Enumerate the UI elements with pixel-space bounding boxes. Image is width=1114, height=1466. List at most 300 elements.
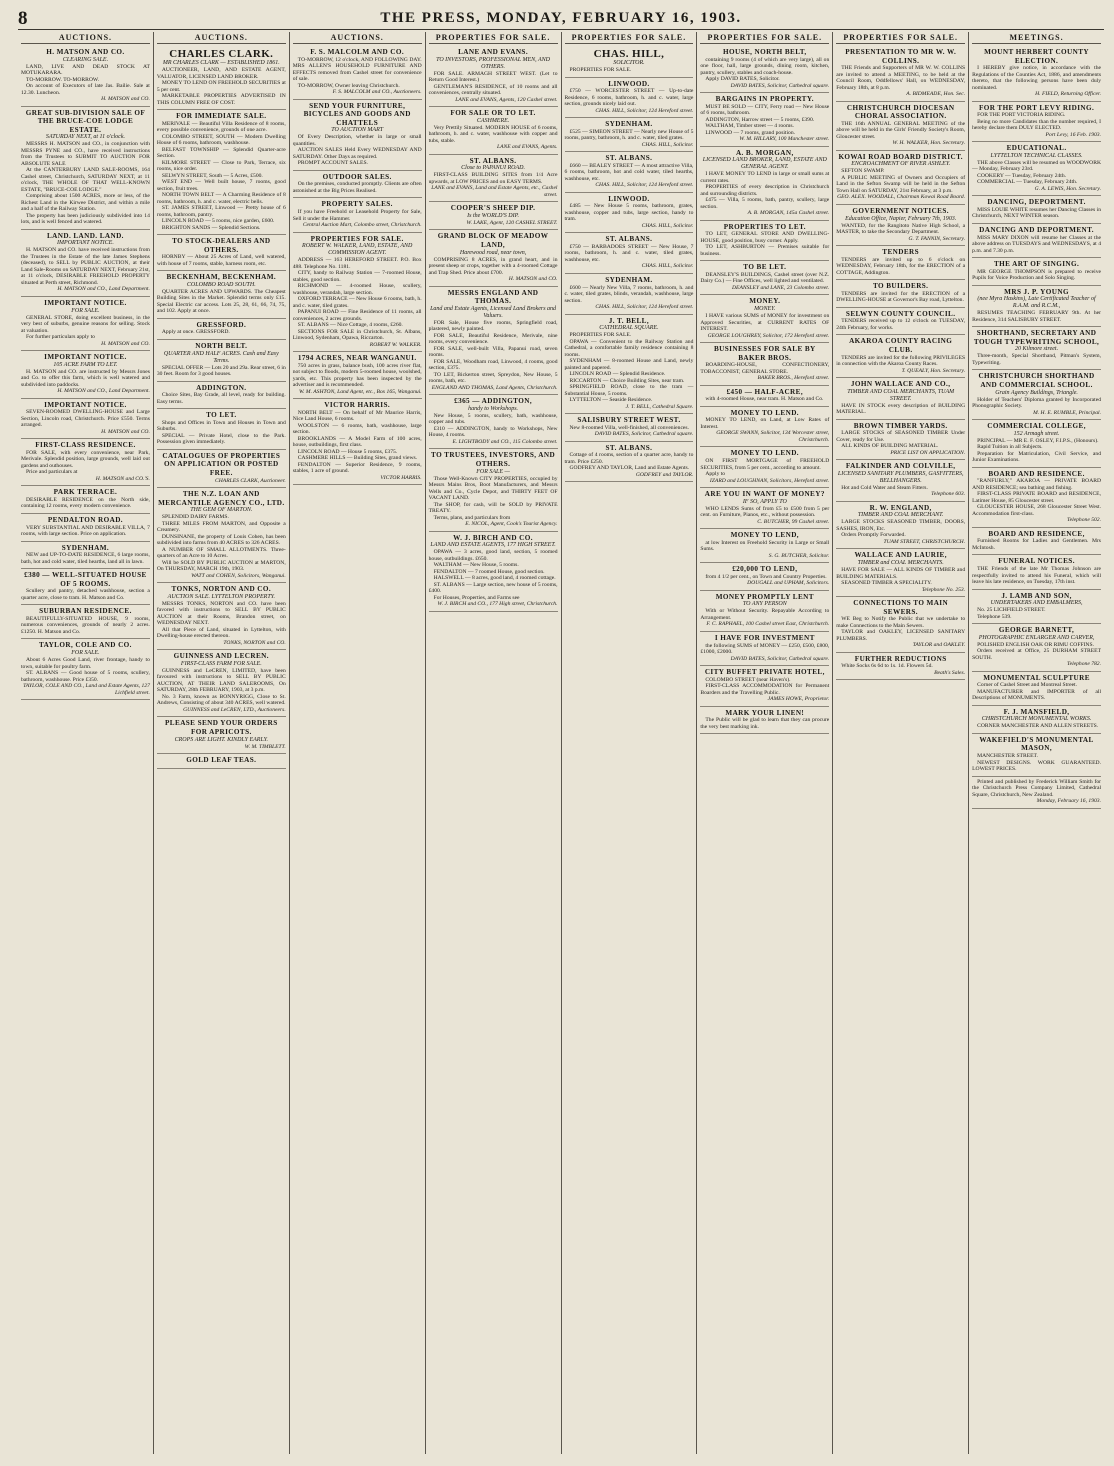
advertisement [429, 46, 558, 107]
ad-signature: H. MATSON and CO. [101, 340, 150, 347]
ad-subheading: LAND AND ESTATE AGENTS, 177 HIGH STREET. [430, 542, 556, 549]
ad-paragraph: COMPRISING 8 ACRES, in grand heart, and in present sheep or crops, together with a 4-roomed Cottage and Trap Shed. Price about £700. [428, 256, 558, 276]
ad-paragraph: OPAWA — Convenient to the Railway Station and Cathedral, a comfortable family residence containing 8 rooms. [564, 338, 694, 358]
ad-signature: G. A. LEWIS, Hon. Secretary. [1034, 185, 1101, 192]
ad-heading: ST. ALBANS. [605, 443, 653, 452]
ad-subheading: Close to PAPANUI ROAD. [461, 165, 525, 172]
masthead [18, 8, 1104, 30]
advertisement [157, 235, 286, 271]
ad-heading: LINWOOD. [608, 79, 650, 88]
ad-paragraph: NORTH TOWN BELT — A Charming Residence of 8 rooms, bathroom, h. and c. water, electric bells. [156, 192, 286, 205]
ad-heading: FOR IMMEDIATE SALE. [176, 112, 267, 120]
advertisement [157, 271, 286, 319]
advertisement [700, 632, 829, 666]
ad-paragraph: HAVE IN STOCK every description of BUILDING MATERIAL. [836, 402, 966, 416]
ad-heading: GOVERNMENT NOTICES. [852, 206, 949, 215]
advertisement [972, 590, 1101, 625]
ad-paragraph: £475 — Villa, 5 rooms, bath, pantry, scullery, large section. [700, 197, 830, 210]
ad-subheading: FOR SALE. [71, 307, 100, 314]
ad-heading: WALLACE AND LAURIE, [854, 551, 947, 560]
ad-heading: CHRISTCHURCH SHORTHAND AND COMMERCIAL SCHOOL. [978, 372, 1095, 390]
ad-paragraph: COLOMBO STREET, SOUTH — Modern Dwelling House of 6 rooms, bathroom, washhouse. [156, 133, 286, 147]
ad-paragraph: FENDALTON — Superior Residence, 9 rooms, stables, 1 acre of ground. [292, 461, 422, 475]
column-heading: AUCTIONS. [157, 32, 286, 44]
advertisement [700, 221, 829, 262]
ad-paragraph: £660 — BEALEY STREET — A most attractive Villa, 6 rooms, bathroom, hot and cold water, tiled hearths, washhouse, etc. [564, 162, 694, 182]
ad-paragraph: GLOUCESTER HOUSE, 268 Gloucester Street West. Accommodation first-class. [972, 504, 1101, 517]
ad-heading: CONNECTIONS TO MAIN SEWERS. [853, 599, 949, 616]
ad-subheading: TIMBER and COAL MERCHANTS. [857, 560, 944, 566]
advertisement [293, 171, 422, 199]
ad-paragraph: with 4-roomed House, near tram. H. Matson and Co. [705, 396, 824, 403]
ad-heading: A. B. MORGAN, [735, 148, 794, 157]
advertisement [972, 528, 1101, 556]
ad-signature: CHAS. HILL, Solicitor, 124 Hereford street. [595, 107, 694, 114]
advertisement [565, 193, 694, 234]
column-container [18, 32, 1104, 1454]
ad-paragraph: ADDRESS — 163 HEREFORD STREET. P.O. Box 488. Telephone No. 1181. [292, 257, 422, 270]
ad-paragraph: Printed and published by Frederick William Smith for the Christchurch Press Company Limited, Cathedral Square, Christchurch, New Zealand. [972, 778, 1101, 798]
ad-paragraph: PROMPT ACCOUNT SALES. [297, 160, 368, 167]
advertisement [836, 102, 965, 151]
ad-paragraph: £485 — New House 5 rooms, bathroom, grates, washhouse, copper and tubs, large section, handy to tram. [564, 203, 694, 223]
ad-paragraph: CITY, handy to Railway Station — 7-roomed House, stables, good section. [292, 270, 422, 283]
ad-paragraph: SPRINGFIELD ROAD, close to the tram — Substantial House, 5 rooms. [564, 384, 694, 397]
ad-paragraph: NEW and UP-TO-DATE RESIDENCE, 6 large rooms, bath, hot and cold water, tiled hearths, land all in lawn. [21, 552, 150, 565]
ad-signature: LANE and EVANS, Land and Estate Agents, etc., Cashel street. [431, 185, 558, 198]
advertisement [836, 597, 965, 653]
advertisement [836, 151, 965, 205]
advertisement [972, 468, 1101, 528]
ad-subheading: TIMBER AND COAL MERCHANTS, TUAM STREET. [847, 388, 955, 402]
advertisement [836, 653, 965, 681]
advertisement [836, 46, 965, 102]
ad-subheading: Harewood road, near town, [459, 249, 527, 256]
advertisement [565, 152, 694, 193]
ad-paragraph: For Houses, Properties, and Farms see [433, 594, 520, 601]
ad-heading: ST. ALBANS. [469, 156, 517, 165]
ad-signature: W. M. ASHTON, Land Agent, etc., Box 165, Wanganui. [298, 388, 422, 395]
advertisement [836, 280, 965, 308]
ad-paragraph: SPLENDID DAIRY FARMS. [161, 514, 229, 521]
advertisement [157, 488, 286, 583]
ad-paragraph: Of Every Description, whether in large or small quantities. [292, 134, 422, 147]
advertisement [700, 295, 829, 343]
ad-paragraph: Will be SOLD BY PUBLIC AUCTION at MARTON, On THURSDAY, MARCH 19th, 1903. [156, 559, 286, 573]
column-5 [562, 32, 698, 1454]
ad-paragraph: THREE MILES FROM MARTON, and Opposite a Creamery. [156, 520, 286, 534]
ad-paragraph: QUARTER ACRES AND UPWARDS. The Cheapest Building Sites in the Market. Splendid terms only £15. Special Electric car access. Lots 25, 28, 61, 66, 74, 75, and 102. Apply at once. [156, 288, 286, 315]
ad-signature: LANE and EVANS, Agents, 120 Cashel street. [455, 96, 558, 103]
ad-paragraph: THE above Classes will be resumed on WOODWORK — Monday, February 23rd. [972, 159, 1101, 173]
ad-signature: Beath's Sales. [934, 669, 966, 676]
ad-paragraph: KILMORE STREET — Close to Park, Terrace, six rooms, nice order. [156, 159, 286, 173]
ad-paragraph: TENDERS received up to 12 o'clock on TUESDAY, 24th February, for works. [836, 318, 966, 331]
ad-subheading: TIMBER AND COAL MERCHANT. [857, 512, 944, 519]
ad-signature: CHAS. HILL, Solicitor. [641, 141, 694, 148]
ad-paragraph: Preparation for Matriculation, Civil Service, and Junior Examinations. [972, 450, 1101, 464]
ad-heading: TO TRUSTEES, INVESTORS, AND OTHERS. [431, 451, 556, 468]
ad-heading: EDUCATIONAL. [1006, 144, 1067, 153]
ad-heading: PROPERTIES FOR SALE. [310, 234, 404, 243]
ad-subheading: IF SO, APPLY TO [742, 498, 787, 505]
ad-paragraph: SEVEN-ROOMED DWELLING-HOUSE and Large Section, Lincoln road, Christchurch. Price £550. Terms arranged. [21, 409, 150, 429]
advertisement [700, 488, 829, 529]
ad-subheading: SATURDAY NEXT, at 11 o'clock. [45, 134, 126, 141]
ad-paragraph: DEANSLEY'S BUILDINGS, Cashel street (over N.Z. Dairy Co.) — Fine Offices, well lighted and ventilated. [700, 271, 830, 285]
ad-paragraph: ST. ALBANS — Good house of 5 rooms, scullery, bathroom, washhouse. Price £350. [21, 670, 150, 683]
advertisement [21, 605, 150, 639]
ad-heading: H. MATSON AND CO. [46, 48, 125, 56]
ad-heading: MARK YOUR LINEN! [725, 708, 805, 717]
advertisement [21, 297, 150, 351]
advertisement [700, 591, 829, 632]
ad-heading: FURTHER REDUCTIONS [854, 654, 947, 663]
advertisement [700, 707, 829, 735]
ad-paragraph: LAND, LIVE AND DEAD STOCK AT MOTUKARARA. [21, 63, 150, 77]
ad-signature: CHAS. HILL, Solicitor. [641, 222, 694, 229]
advertisement [700, 529, 829, 563]
advertisement [565, 78, 694, 119]
ad-heading: FALKINDER AND COLVILLE, [845, 462, 956, 471]
ad-paragraph: NEWEST DESIGNS. WORK GUARANTEED. LOWEST PRICES. [972, 759, 1101, 773]
ad-paragraph: WOOLSTON — 6 rooms, bath, washhouse, large section. [292, 422, 422, 436]
ad-heading: MONEY TO LEND, [730, 531, 799, 540]
ad-paragraph: £310 — ADDINGTON, handy to Workshops, New House, 4 rooms. [428, 425, 558, 439]
advertisement [565, 118, 694, 152]
advertisement [836, 308, 965, 336]
ad-paragraph: GUINNESS and LeCREN, LIMITED, have been favoured with instructions to SELL BY PUBLIC AUCTION, AT THEIR LAND SALEROOMS, On SATURDAY, 28th FEBRUARY, 1903, at 3 p.m. [156, 667, 286, 694]
ad-heading: J. LAMB AND SON, [1001, 591, 1072, 600]
ad-signature: DAVID BATES, Solicitor, Cathedral square. [730, 82, 830, 89]
advertisement [429, 532, 558, 612]
advertisement [21, 399, 150, 440]
ad-heading: WAKEFIELD'S MONUMENTAL MASON, [979, 735, 1094, 753]
ad-paragraph: On account of Executors of late Jas. Bailie. Sale at 12.30. Luncheon. [21, 83, 150, 96]
ad-signature: W. H. WALKER, Hon. Secretary. [892, 140, 966, 147]
ad-subheading: FIRST-CLASS FARM FOR SALE. [180, 660, 262, 667]
ad-paragraph: NORTH BELT — On behalf of Mr Maurice Harris, Nice Land House, 6 rooms. [292, 409, 422, 423]
advertisement [972, 706, 1101, 734]
ad-signature: H. MATSON and CO., Land Department. [57, 286, 150, 293]
ad-subheading: MR CHARLES CLARK — ESTABLISHED 1861. [162, 60, 280, 66]
ad-heading: MESSRS ENGLAND AND THOMAS. [447, 288, 539, 306]
ad-heading: IMPORTANT NOTICE. [44, 353, 127, 362]
ad-paragraph: Rapid Tuition in all Subjects. [977, 444, 1043, 451]
ad-paragraph: £750 — WORCESTER STREET — Up-to-date Residence, 6 rooms, bathroom, h. and c. water, large section, grounds nicely laid out. [564, 88, 694, 108]
ad-paragraph: COMMERCIAL — Tuesday, February 24th. [977, 179, 1078, 186]
ad-paragraph: For further particulars apply to [26, 334, 95, 341]
ad-heading: TO LET. [206, 411, 237, 420]
ad-heading: £450 — HALF-ACRE, [726, 387, 804, 396]
ad-heading: TO BUILDERS. [872, 282, 929, 291]
ad-paragraph: ST. ALBANS — Nice Cottage, 4 rooms, £260. [297, 322, 403, 329]
advertisement [836, 205, 965, 246]
ad-heading: KOWAI ROAD BOARD DISTRICT. [838, 152, 963, 161]
ad-signature: WATT and COHEN, Solicitors, Wanganui. [191, 572, 286, 579]
ad-paragraph: Terms, plans, and particulars from [433, 514, 511, 521]
ad-paragraph: DUNSINANE, the property of Louis Cohen, has been subdivided into farms from 40 ACRES to 326 ACRES. [156, 533, 286, 547]
ad-paragraph: TENDERS are invited for the ERECTION of a DWELLING-HOUSE at Governor's Bay road, Lyttelton. [836, 290, 966, 304]
ad-signature: H. MATSON and CO. [101, 96, 150, 103]
advertisement [836, 335, 965, 378]
ad-paragraph: THE 16th ANNUAL GENERAL MEETING of the above will be held in the Girls' Friendly Society's Room, Gloucester street. [836, 120, 966, 140]
ad-paragraph: I HEREBY give notice, in accordance with the Regulations of the Counties Act, 1886, and amendments thereto, that the following persons have been duly nominated. [972, 65, 1101, 91]
ad-paragraph: On the premises, conducted promptly. Clients are often astonished at the Big Prices Realised. [292, 181, 422, 194]
advertisement [700, 93, 829, 147]
ad-paragraph: HALSWELL — 8 acres, good land, 4 roomed cottage. [433, 575, 556, 582]
ad-paragraph: Corner of Cashel Street and Montreal Street. [977, 682, 1078, 689]
ad-heading: CHRISTCHURCH DIOCESAN CHORAL ASSOCIATION. [846, 103, 955, 121]
ad-paragraph: No. 3 Farm, known as BONNYRIGG, Close to St. Andrews, Consisting of about 340 ACRES, well watered. [156, 693, 286, 707]
ad-paragraph: Hot and Cold Water and Steam Fitters. [841, 484, 928, 491]
ad-signature: H. MATSON and CO. [508, 276, 558, 283]
ad-heading: PLEASE SEND YOUR ORDERS FOR APRICOTS. [165, 719, 278, 736]
ad-subheading: 152 Armagh street. [1013, 430, 1060, 437]
ad-heading: F. J. MANSFIELD, [1003, 707, 1070, 716]
ad-heading: MONEY. [749, 297, 781, 306]
advertisement [157, 450, 286, 488]
ad-paragraph: MARKETABLE PROPERTIES ADVERTISED IN THIS COLUMN FREE OF COST. [156, 93, 286, 106]
advertisement [293, 198, 422, 232]
ad-subheading: FOR SALE — [476, 468, 510, 475]
ad-subheading: 105 ACRE FARM TO LET. [53, 361, 118, 368]
masthead-title: THE PRESS, MONDAY, FEBRUARY 16, 1903. [380, 10, 742, 26]
ad-paragraph: WHO LENDS Sums of from £5 to £500 from 5 per cent. on Furniture, Pianos, etc., without possession. [700, 505, 830, 519]
ad-signature: Telephone No. 253. [921, 586, 966, 593]
ad-signature: A. B. MORGAN, 145a Cashel street. [747, 210, 830, 217]
ad-heading: PARK TERRACE. [53, 488, 118, 497]
advertisement [972, 420, 1101, 468]
ad-heading: CHARLES CLARK. [169, 48, 274, 60]
ad-paragraph: PROPERTIES FOR SALE. [569, 332, 632, 339]
ad-paragraph: Apply at once. GRESSFORD. [161, 329, 230, 336]
ad-subheading: LICENSED LAND BROKER, LAND, ESTATE AND GENERAL AGENT. [702, 157, 827, 171]
advertisement [157, 340, 286, 382]
ad-heading: LINWOOD. [608, 194, 650, 203]
ad-paragraph: MESSRS TONKS, NORTON and CO. have been favored with instructions to SELL BY PUBLIC AUCTION at their Rooms, Brandon street, on WEDNESDAY NEXT. [156, 600, 286, 627]
ad-paragraph: SECTIONS FOR SALE in Christchurch, St. Albans, Linwood, Sydenham, Opawa, Riccarton. [292, 328, 422, 342]
ad-paragraph: THE Friends and Supporters of MR W. W. COLLINS are invited to attend a MEETING, to be held at the Council Room, Oddfellows' Hall, on WEDNESDAY, February 18th, at 8 p.m. [836, 65, 966, 91]
ad-subheading: handy to Workshops. [468, 405, 519, 412]
ad-paragraph: H. MATSON and CO. have received instructions from the Trustees in the Estate of the late James Stephens (deceased), to SELL by PUBLIC AUCTION, at their Land Sale-Rooms on SATURDAY NEXT, February 21st, at 11 o'clock, DESIRABLE FREEHOLD PROPERTY situated at Perth street, Richmond. [21, 247, 150, 286]
ad-paragraph: HAVE FOR SALE — ALL KINDS OF TIMBER and BUILDING MATERIALS. [836, 567, 966, 580]
ad-subheading: ROBERT W. WALKER, LAND, ESTATE, AND COMMISSION AGENT. [302, 243, 413, 257]
advertisement [565, 315, 694, 415]
ad-heading: F. S. MALCOLM AND CO. [310, 48, 405, 56]
ad-paragraph: SPECIAL OFFER — Lots 20 and 29a. Rear street, 6 in 30 feet. Room for 3 good houses. [156, 364, 286, 378]
ad-paragraph: TO-MORROW. TO-MORROW. [26, 76, 100, 83]
ad-heading: MRS J. P. YOUNG [1004, 287, 1069, 296]
column-7 [833, 32, 969, 1454]
advertisement [293, 233, 422, 353]
ad-signature: GEORGE LOUGHREY, Solicitor, 172 Hereford street. [707, 332, 830, 339]
ad-paragraph: SYDENHAM — 8-roomed House and Land, newly painted and papered. [564, 358, 694, 371]
ad-heading: GEORGE BARNETT, [998, 626, 1075, 635]
ad-signature: A. BIDMEADE, Hon. Sec. [906, 91, 966, 98]
ad-paragraph: New 8-roomed Villa, well-finished, all conveniences. [569, 424, 689, 431]
ad-heading: IMPORTANT NOTICE. [44, 400, 127, 409]
ad-heading: MOUNT HERBERT COUNTY ELECTION. [984, 48, 1090, 65]
advertisement [293, 46, 422, 100]
column-6 [697, 32, 833, 1454]
advertisement [429, 155, 558, 203]
ad-signature: GODFREY and TAYLOR. [635, 471, 694, 478]
page-number: 8 [18, 7, 28, 29]
ad-subheading: SOLICITOR. [613, 60, 645, 66]
ad-signature: C. BUTCHER, 99 Cashel street. [757, 518, 830, 525]
ad-signature: ENGLAND AND THOMAS, Land Agents, Christchurch. [431, 384, 558, 391]
ad-heading: SYDENHAM. [61, 543, 110, 552]
advertisement [157, 717, 286, 754]
ad-signature: CHAS. HILL, Solicitor, 124 Hereford street. [595, 182, 694, 189]
advertisement [972, 777, 1101, 809]
ad-paragraph: MERIVALE — Beautiful Villa Residence of 8 rooms, every possible convenience, grounds of one acre. [156, 120, 286, 134]
ad-paragraph: FIRST-CLASS ACCOMMODATION for Permanent Boarders and the Travelling Public. [700, 683, 830, 696]
column-heading: PROPERTIES FOR SALE. [836, 32, 965, 44]
ad-signature: F. C. RAPHAEL, 100 Cashel street East, Christchurch. [706, 621, 830, 628]
advertisement [972, 286, 1101, 328]
column-heading: MEETINGS. [972, 32, 1101, 44]
ad-subheading: COLOMBO ROAD SOUTH. [186, 281, 256, 288]
ad-signature: VICTOR HARRIS. [380, 474, 422, 481]
ad-signature: BAKER BROS., Hereford street. [757, 375, 830, 382]
advertisement [565, 414, 694, 442]
ad-heading: ST. ALBANS. [605, 235, 653, 244]
ad-paragraph: LARGE STOCKS SEASONED TIMBER, DOORS, SASHES, IRON, Etc. [836, 519, 966, 532]
ad-paragraph: £600 — Nearly New Villa, 7 rooms, bathroom, h. and c. water, tiled grates, blinds, verandah, washhouse, large section. [564, 284, 694, 304]
ad-signature: H. MATSON and CO.'S. [95, 475, 150, 482]
advertisement [21, 569, 150, 605]
ad-paragraph: BEAUTIFULLY-SITUATED HOUSE, 9 rooms, numerous conveniences, grounds of nearly 2 acres. £1250. H. Matson and Co. [21, 615, 150, 635]
ad-paragraph: FENDALTON — 7 roomed House, good section. [433, 568, 545, 575]
ad-paragraph: TO LET, GENERAL STORE AND DWELLING-HOUSE, good position, busy corner. Apply. [700, 231, 830, 244]
ad-paragraph: GENERAL STORE, doing excellent business, in the very best of suburbs, genuine reasons for selling. Stock at valuation. [21, 314, 150, 334]
advertisement [700, 563, 829, 591]
ad-paragraph: PAPANUI ROAD — Fine Residence of 11 rooms, all conveniences, 2 acres grounds. [292, 309, 422, 322]
ad-paragraph: £750 — BARBADOES STREET — New House, 7 rooms, bathroom, h. and c. water, tiled grates, washhouse, etc. [564, 243, 694, 263]
ad-paragraph: FOR SALE, Woodham road, Linwood, 4 rooms, good section, £375. [428, 358, 558, 372]
advertisement [700, 46, 829, 93]
ad-paragraph: FOR SALE. ARMAGH STREET WEST. (Let to Return Good Interest.) [428, 70, 558, 84]
column-3 [290, 32, 426, 1454]
ad-paragraph: Three-month, Special Shorthand, Pitman's System, Typewriting. [972, 353, 1101, 366]
ad-signature: Port Levy, 16 Feb. 1903. [1045, 131, 1101, 138]
ad-paragraph: Telephone 539. [977, 613, 1012, 620]
advertisement [21, 351, 150, 399]
column-heading: AUCTIONS. [21, 32, 150, 44]
advertisement [429, 230, 558, 286]
ad-paragraph: LARGE STOCKS of SEASONED TIMBER Under Cover, ready for Use. [836, 430, 966, 443]
ad-paragraph: PROPERTIES FOR SALE. [569, 67, 632, 73]
column-8 [969, 32, 1104, 1454]
ad-paragraph: Apply DAVID BATES, Solicitor. [705, 76, 780, 83]
ad-paragraph: WANTED, for the Rangitoto Native High School, a MASTER, to take the Secondary Department. [836, 222, 966, 236]
ad-heading: BOARD AND RESIDENCE. [988, 469, 1085, 478]
ad-paragraph: MUST BE SOLD — CITY, Ferry road — New House of 6 rooms, bathroom. [700, 103, 830, 117]
ad-paragraph: RICCARTON — Choice Building Sites, near tram. [569, 377, 685, 384]
ad-subheading: IMPORTANT NOTICE. [57, 240, 114, 247]
ad-signature: H. MATSON and CO., Land Department. [57, 388, 150, 395]
advertisement [972, 196, 1101, 224]
column-heading: PROPERTIES FOR SALE. [700, 32, 829, 44]
ad-heading: BOARD AND RESIDENCE, [988, 529, 1085, 538]
advertisement [157, 754, 286, 769]
ad-heading: PROPERTIES TO LET. [723, 222, 806, 231]
ad-paragraph: MONEY TO LEND, on Land, at Low Rates of Interest. [700, 417, 830, 430]
ad-signature: DAVID BATES, Solicitor, Cathedral square. [594, 431, 694, 438]
ad-signature: G. T. FANNIN, Secretary. [908, 235, 966, 242]
ad-paragraph: TO LET, ASHBURTON — Premises suitable for business. [700, 244, 830, 257]
ad-paragraph: Holder of Teachers' Diploma granted by Incorporated Phonographic Society. [972, 396, 1101, 410]
ad-paragraph: at low Interest on Freehold Security in Large or Small Sums. [700, 539, 830, 553]
advertisement [157, 409, 286, 450]
ad-signature: TAYLOR, COLE AND CO., Land and Estate Agents, 127 Lichfield street. [23, 683, 150, 696]
advertisement [836, 549, 965, 597]
ad-subheading: TO AUCTION MART [331, 127, 384, 134]
advertisement [21, 107, 150, 230]
ad-signature: TUAM STREET, CHRISTCHURCH. [883, 538, 966, 545]
ad-heading: SALISBURY STREET WEST. [577, 416, 681, 425]
ad-heading: PENDALTON ROAD. [47, 515, 123, 524]
ad-paragraph: TENDERS are invited up to 6 o'clock on WEDNESDAY, February 18th, for the ERECTION of a COTTAGE, Addington. [836, 256, 966, 276]
advertisement [293, 100, 422, 171]
ad-signature: E. LIGHTBODY and CO., 115 Colombo street. [452, 438, 558, 445]
ad-signature: Telephone 502. [1067, 517, 1101, 524]
ad-paragraph: No. 25 LICHFIELD STREET. [977, 607, 1046, 614]
ad-heading: FIRST-CLASS RESIDENCE. [35, 441, 136, 450]
ad-subheading: ENCROACHMENT OF RIVER ASHLEY. [851, 161, 951, 168]
ad-heading: MONUMENTAL SCULPTURE [983, 673, 1090, 682]
ad-signature: ROBERT W. WALKER. [369, 341, 422, 348]
ad-paragraph: Furnished Rooms for Ladies and Gentlemen. Mrs McIntosh. [972, 538, 1101, 551]
advertisement [972, 734, 1101, 777]
advertisement [836, 502, 965, 550]
ad-signature: TAYLOR and OAKLEY. [912, 642, 966, 649]
ad-signature: T. QUEALY, Hon. Secretary. [901, 367, 966, 374]
advertisement [972, 624, 1101, 672]
ad-heading: SYDENHAM. [605, 275, 653, 284]
advertisement [21, 486, 150, 514]
ad-signature: GEO. ALEX. WOODALL, Chairman Kowai Road Board. [837, 194, 966, 201]
ad-subheading: UNDERTAKERS AND EMBALMERS, [990, 600, 1083, 607]
ad-heading: MONEY TO LEND. [730, 408, 799, 417]
ad-signature: W. J. BIRCH and CO., 177 High street, Christchurch. [437, 601, 558, 608]
advertisement [972, 370, 1101, 420]
advertisement [157, 110, 286, 235]
ad-heading: £365 — ADDINGTON, [454, 397, 533, 406]
ad-heading: SELWYN COUNTY COUNCIL. [845, 309, 956, 318]
ad-subheading: (nee Myra Haskins), Late Certificated Teacher of R.A.M. and R.C.M., [977, 296, 1096, 310]
ad-heading: GREAT SUB-DIVISION SALE OF THE BRUCE-COE LODGE ESTATE. [25, 108, 146, 134]
ad-paragraph: With or Without Security. Repayable According to Arrangement. [700, 608, 830, 621]
advertisement [565, 46, 694, 78]
column-heading: PROPERTIES FOR SALE. [565, 32, 694, 44]
ad-paragraph: SPECIAL — Private Hotel, close to the Park. Possession given immediately. [156, 432, 286, 446]
advertisement [21, 46, 150, 107]
ad-signature: JAMES HOWE, Proprietor. [767, 696, 830, 703]
ad-heading: COMMERCIAL COLLEGE, [987, 422, 1086, 431]
ad-paragraph: Being no more Candidates than the number required, I hereby declare them DULY ELECTED. [972, 118, 1101, 132]
ad-heading: HOUSE, NORTH BELT, [722, 48, 807, 56]
ad-paragraph: Those Well-Known CITY PROPERTIES, occupied by Messrs Mains Bros, Boot Manufacturers, and Messrs Wells and Co., Cycle Depot, and THIRTY FEET OF VACANT LAND. [428, 475, 558, 502]
advertisement [21, 230, 150, 297]
ad-subheading: TO ANY PERSON [742, 601, 787, 608]
ad-heading: W. J. BIRCH AND CO. [453, 533, 533, 542]
ad-paragraph: £525 — SIMEON STREET — Nearly new House of 5 rooms, pantry, bathroom, h. and c. water, tiled grates. [564, 128, 694, 142]
ad-paragraph: The SHOP, for cash, will be SOLD by PRIVATE TREATY. [428, 501, 558, 515]
ad-paragraph: Very Prettily Situated. MODERN HOUSE of 6 rooms, bathroom, h. and c. water, washhouse with copper and tubs, stable. [428, 124, 558, 144]
